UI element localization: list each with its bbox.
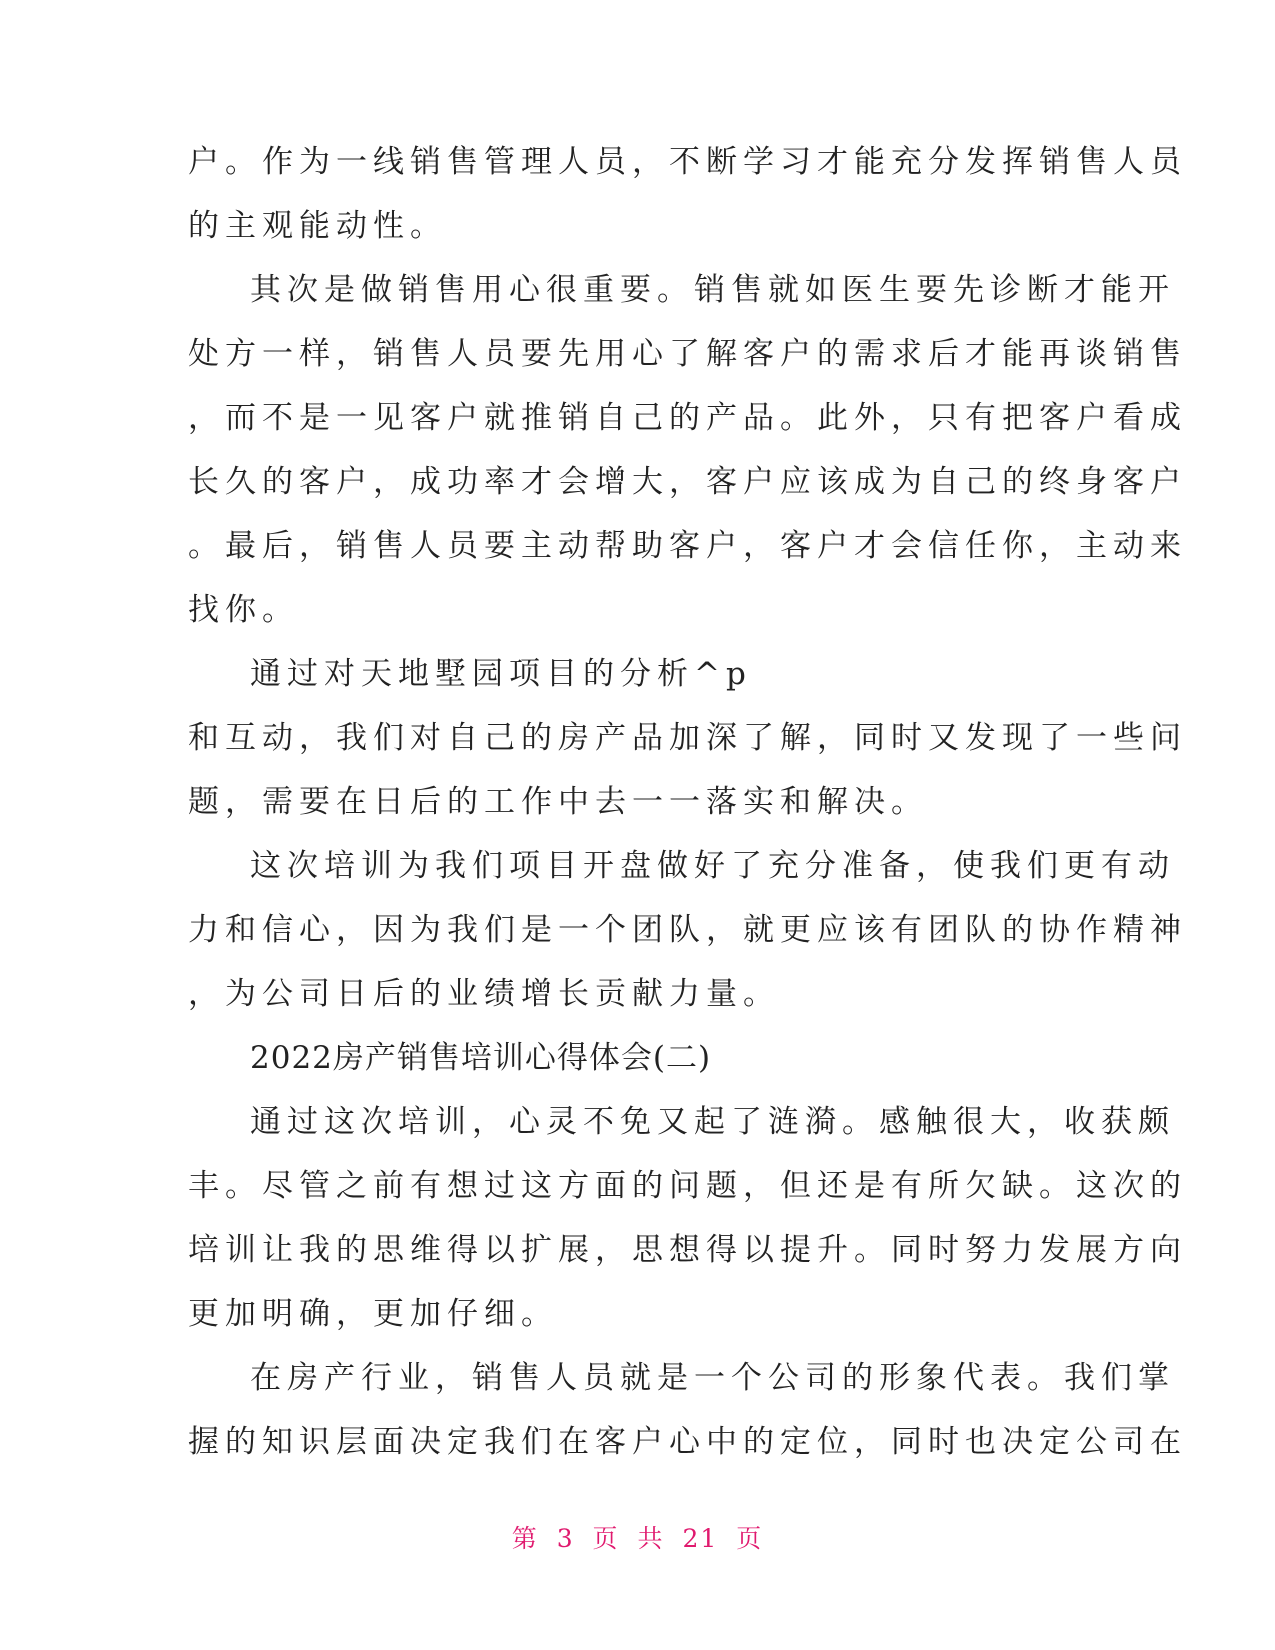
text-line: 户。作为一线销售管理人员，不断学习才能充分发挥销售人员 (188, 144, 1187, 180)
text-line: 题，需要在日后的工作中去一一落实和解决。 (188, 784, 928, 820)
text-line: 处方一样，销售人员要先用心了解客户的需求后才能再谈销售 (188, 336, 1187, 372)
footer-prefix: 第 (511, 1524, 539, 1553)
paragraph-start: 这次培训为我们项目开盘做好了充分准备，使我们更有动 (250, 848, 1175, 884)
text-line: ，为公司日后的业绩增长贡献力量。 (188, 976, 780, 1012)
text-line: 更加明确，更加仔细。 (188, 1296, 558, 1332)
current-page-number: 3 (556, 1524, 575, 1553)
text-line: 找你。 (188, 592, 299, 628)
page-footer (0, 1519, 1275, 1555)
text-line: 丰。尽管之前有想过这方面的问题，但还是有所欠缺。这次的 (188, 1168, 1187, 1204)
paragraph-start: 其次是做销售用心很重要。销售就如医生要先诊断才能开 (250, 272, 1175, 308)
text-line: 长久的客户，成功率才会增大，客户应该成为自己的终身客户 (188, 464, 1187, 500)
paragraph-start: 通过对天地墅园项目的分析^p (250, 656, 752, 692)
footer-page-word: 页 (592, 1524, 620, 1553)
total-pages-number: 21 (682, 1524, 719, 1553)
footer-total-word: 共 (637, 1524, 665, 1553)
text-line: 握的知识层面决定我们在客户心中的定位，同时也决定公司在 (188, 1424, 1187, 1460)
text-line: 培训让我的思维得以扩展，思想得以提升。同时努力发展方向 (188, 1232, 1187, 1268)
paragraph-start: 在房产行业，销售人员就是一个公司的形象代表。我们掌 (250, 1360, 1175, 1396)
text-line: 。最后，销售人员要主动帮助客户，客户才会信任你，主动来 (188, 528, 1187, 564)
section-heading: 2022房产销售培训心得体会(二) (250, 1040, 712, 1076)
text-line: 力和信心，因为我们是一个团队，就更应该有团队的协作精神 (188, 912, 1187, 948)
text-line: 和互动，我们对自己的房产品加深了解，同时又发现了一些问 (188, 720, 1187, 756)
text-line: 的主观能动性。 (188, 208, 447, 244)
text-line: ，而不是一见客户就推销自己的产品。此外，只有把客户看成 (188, 400, 1187, 436)
footer-suffix: 页 (736, 1524, 764, 1553)
paragraph-start: 通过这次培训，心灵不免又起了涟漪。感触很大，收获颇 (250, 1104, 1175, 1140)
